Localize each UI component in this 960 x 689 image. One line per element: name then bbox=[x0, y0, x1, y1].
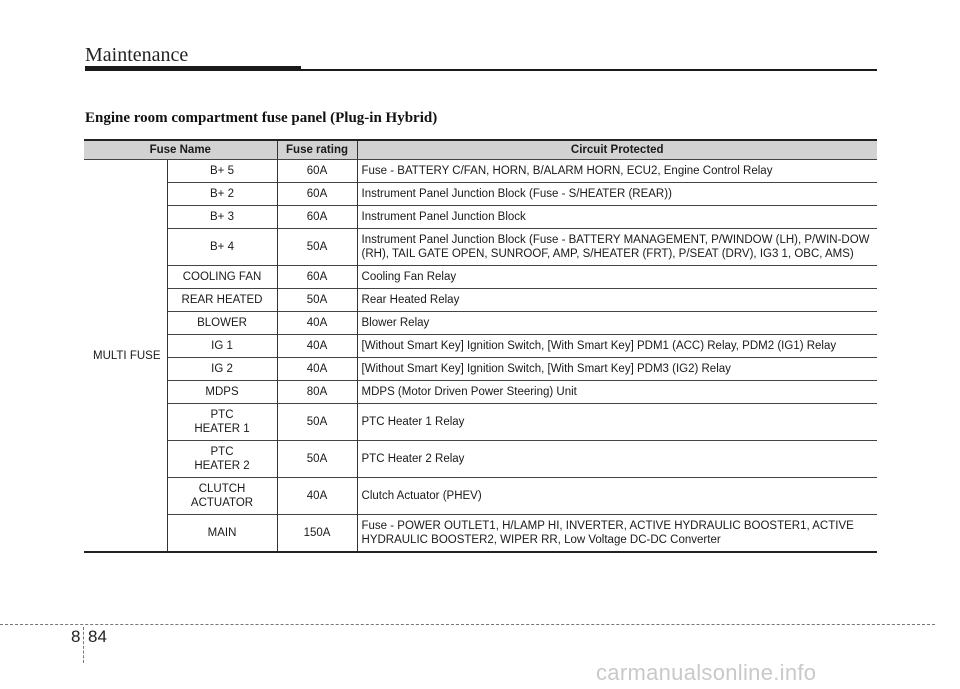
fuse-rating-cell: 60A bbox=[277, 266, 357, 289]
fuse-name-cell: BLOWER bbox=[167, 312, 277, 335]
fuse-rating-cell: 60A bbox=[277, 206, 357, 229]
fuse-table bbox=[84, 139, 877, 553]
fuse-rating-cell: 60A bbox=[277, 160, 357, 183]
fuse-name-cell: PTC HEATER 1 bbox=[167, 404, 277, 441]
watermark-text: carmanualsonline.info bbox=[596, 660, 817, 685]
footer-dashed-rule bbox=[0, 624, 935, 625]
fuse-name-cell: B+ 3 bbox=[167, 206, 277, 229]
fuse-rating-cell: 40A bbox=[277, 358, 357, 381]
column-header-fuse-rating: Fuse rating bbox=[277, 140, 357, 160]
circuit-protected-cell: Instrument Panel Junction Block (Fuse - BATTERY MANAGEMENT, P/WINDOW (LH), P/WIN-DOW (RH), TAIL GATE OPEN, SUNROOF, AMP, S/HEATER (FRT), P/SEAT (DRV), IG3 1, OBC, AMS) bbox=[357, 229, 877, 266]
circuit-protected-cell: Instrument Panel Junction Block (Fuse - S/HEATER (REAR)) bbox=[357, 183, 877, 206]
fuse-name-cell: PTC HEATER 2 bbox=[167, 441, 277, 478]
fuse-name-cell: IG 2 bbox=[167, 358, 277, 381]
header-rule-thick bbox=[85, 66, 301, 71]
fuse-rating-cell: 50A bbox=[277, 289, 357, 312]
table-row bbox=[84, 515, 877, 553]
fuse-name-cell: CLUTCH ACTUATOR bbox=[167, 478, 277, 515]
table-row bbox=[84, 206, 877, 229]
circuit-protected-cell: [Without Smart Key] Ignition Switch, [With Smart Key] PDM1 (ACC) Relay, PDM2 (IG1) Relay bbox=[357, 335, 877, 358]
fuse-name-cell: COOLING FAN bbox=[167, 266, 277, 289]
fuse-name-cell: MAIN bbox=[167, 515, 277, 553]
fuse-name-cell: IG 1 bbox=[167, 335, 277, 358]
fuse-rating-cell: 50A bbox=[277, 404, 357, 441]
fuse-rating-cell: 40A bbox=[277, 312, 357, 335]
circuit-protected-cell: Fuse - BATTERY C/FAN, HORN, B/ALARM HORN, ECU2, Engine Control Relay bbox=[357, 160, 877, 183]
fuse-rating-cell: 40A bbox=[277, 478, 357, 515]
circuit-protected-cell: PTC Heater 1 Relay bbox=[357, 404, 877, 441]
fuse-rating-cell: 50A bbox=[277, 229, 357, 266]
table-row bbox=[84, 478, 877, 515]
circuit-protected-cell: Cooling Fan Relay bbox=[357, 266, 877, 289]
fuse-rating-cell: 40A bbox=[277, 335, 357, 358]
table-row bbox=[84, 229, 877, 266]
table-row bbox=[84, 404, 877, 441]
column-header-fuse-name: Fuse Name bbox=[84, 140, 277, 160]
table-row bbox=[84, 381, 877, 404]
fuse-name-cell: B+ 2 bbox=[167, 183, 277, 206]
table-row bbox=[84, 312, 877, 335]
fuse-name-cell: B+ 5 bbox=[167, 160, 277, 183]
circuit-protected-cell: [Without Smart Key] Ignition Switch, [With Smart Key] PDM3 (IG2) Relay bbox=[357, 358, 877, 381]
fuse-rating-cell: 60A bbox=[277, 183, 357, 206]
page-number-separator bbox=[83, 627, 84, 663]
table-row bbox=[84, 358, 877, 381]
section-title: Maintenance bbox=[85, 44, 189, 66]
fuse-group-label: MULTI FUSE bbox=[84, 160, 167, 553]
header-rule-thin bbox=[301, 69, 877, 71]
table-row bbox=[84, 160, 877, 183]
table-body bbox=[84, 160, 877, 553]
fuse-name-cell: MDPS bbox=[167, 381, 277, 404]
fuse-rating-cell: 50A bbox=[277, 441, 357, 478]
circuit-protected-cell: PTC Heater 2 Relay bbox=[357, 441, 877, 478]
fuse-name-cell: REAR HEATED bbox=[167, 289, 277, 312]
table-row bbox=[84, 441, 877, 478]
circuit-protected-cell: Instrument Panel Junction Block bbox=[357, 206, 877, 229]
circuit-protected-cell: Rear Heated Relay bbox=[357, 289, 877, 312]
table-row bbox=[84, 335, 877, 358]
fuse-name-cell: B+ 4 bbox=[167, 229, 277, 266]
page-number: 84 bbox=[88, 627, 107, 646]
table-row bbox=[84, 183, 877, 206]
circuit-protected-cell: MDPS (Motor Driven Power Steering) Unit bbox=[357, 381, 877, 404]
table-row bbox=[84, 266, 877, 289]
circuit-protected-cell: Fuse - POWER OUTLET1, H/LAMP HI, INVERTER, ACTIVE HYDRAULIC BOOSTER1, ACTIVE HYDRAULIC BOOSTER2, WIPER RR, Low Voltage DC-DC Converter bbox=[357, 515, 877, 553]
fuse-rating-cell: 80A bbox=[277, 381, 357, 404]
fuse-rating-cell: 150A bbox=[277, 515, 357, 553]
table-row bbox=[84, 289, 877, 312]
column-header-circuit-protected: Circuit Protected bbox=[357, 140, 877, 160]
page-heading: Engine room compartment fuse panel (Plug-in Hybrid) bbox=[85, 110, 438, 126]
circuit-protected-cell: Clutch Actuator (PHEV) bbox=[357, 478, 877, 515]
table-header-row bbox=[84, 140, 877, 160]
chapter-number: 8 bbox=[71, 627, 81, 646]
circuit-protected-cell: Blower Relay bbox=[357, 312, 877, 335]
